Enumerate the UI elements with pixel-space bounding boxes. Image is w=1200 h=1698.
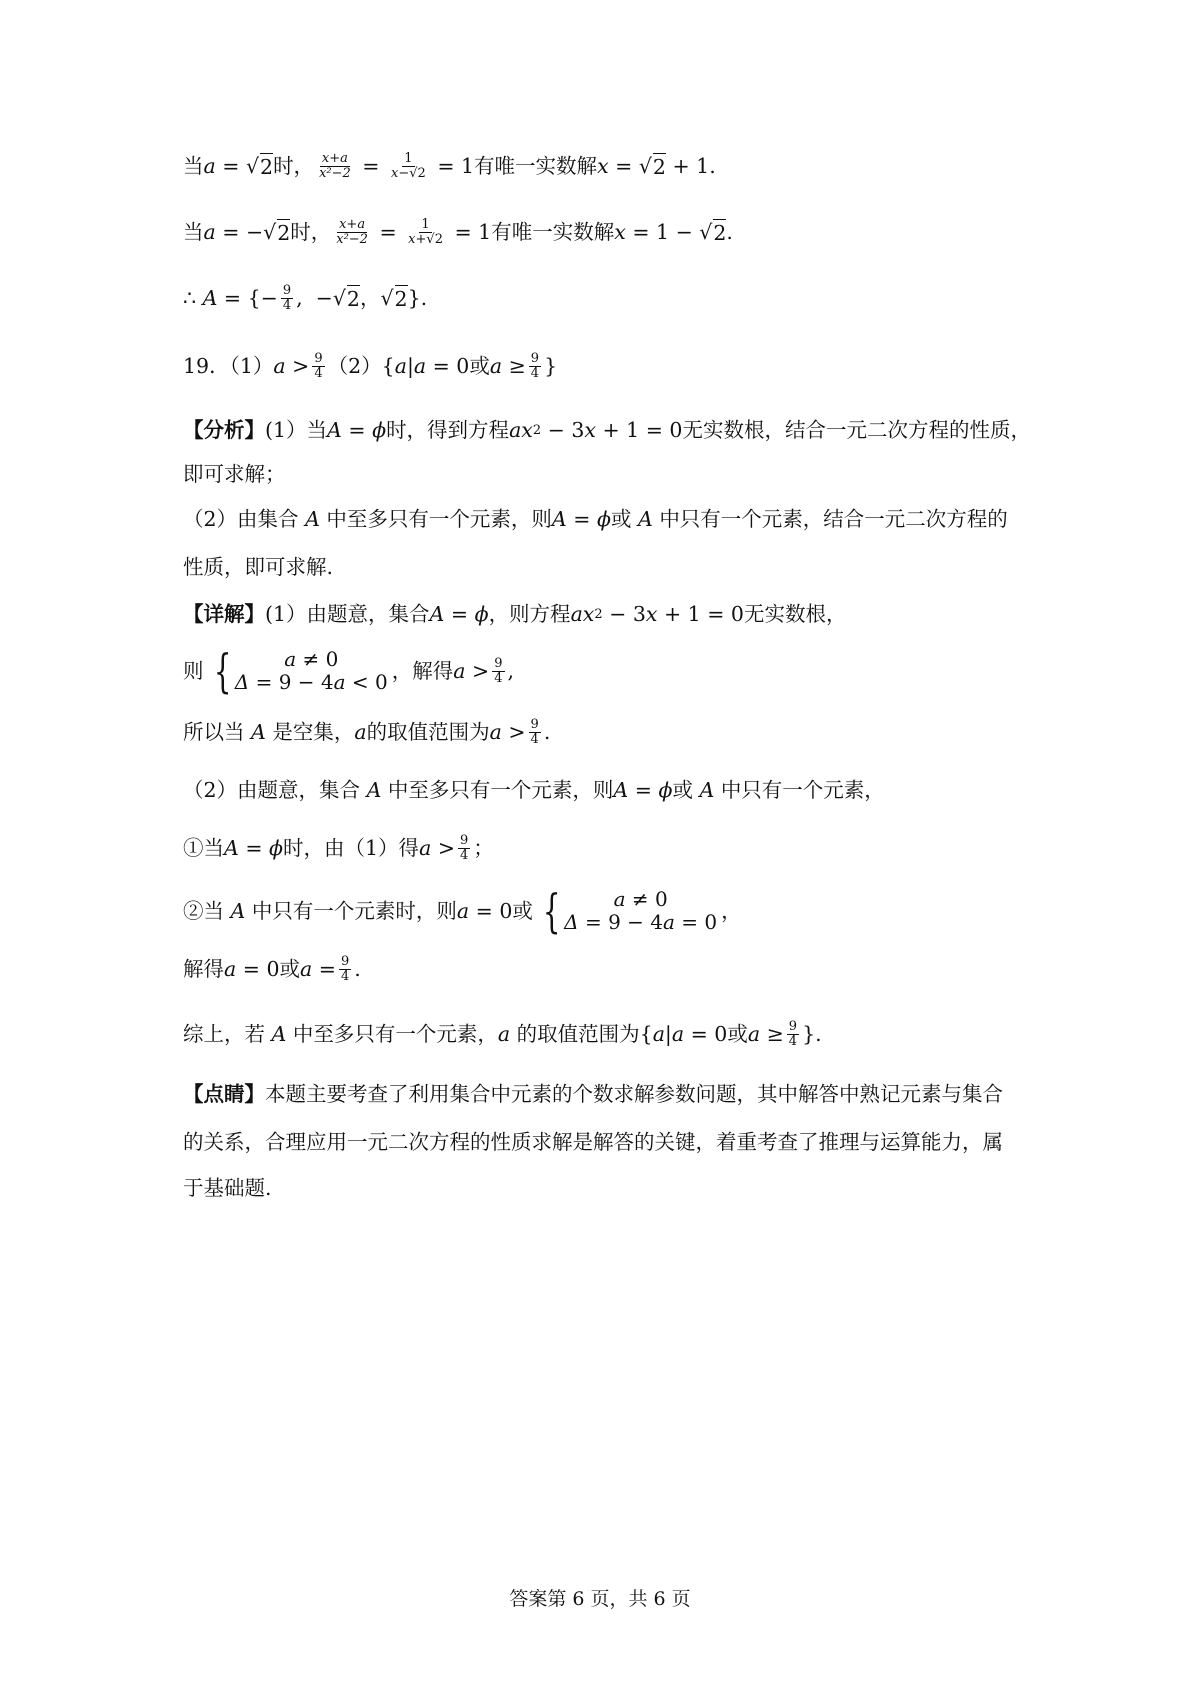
text: 中至多只有一个元素，则 (326, 507, 552, 531)
text: 的取值范围为 (516, 1021, 640, 1046)
comment-line-2 (183, 1130, 1023, 1155)
math: a (453, 658, 466, 683)
fraction: $\frac{9}{4}$ (460, 833, 469, 863)
math: a (203, 219, 216, 244)
fraction: $\frac{9}{4}$ (314, 351, 323, 381)
text: 时，由（1）得 (283, 835, 420, 860)
math: A (230, 898, 246, 923)
fraction: $\frac{9}{4}$ (340, 954, 350, 984)
detail-line-5: ①当 A = ϕ 时，由（1）得 a > $\frac{9}{4}$ ； (183, 833, 494, 863)
text: 时， (290, 219, 332, 244)
fraction: $\frac{1}{x+√2}$ (408, 217, 443, 247)
text: 是空集， (272, 719, 355, 744)
text: 有唯一实数解 (491, 219, 615, 244)
equation-system: { a ≠ 0 Δ = 9 − 4a < 0 (213, 644, 388, 698)
math: a (456, 898, 470, 923)
fraction: $\frac{9}{4}$ (530, 351, 540, 381)
math: A (271, 1021, 287, 1046)
math: a (203, 153, 216, 178)
text: 中只有一个元素时，则 (251, 898, 457, 923)
math: a (273, 353, 286, 378)
math: A (202, 285, 218, 310)
text: . (709, 153, 716, 178)
math: x (614, 219, 626, 244)
text: （2）由题意，集合 (183, 778, 361, 802)
fraction: $\frac{9}{4}$ (282, 283, 292, 313)
text: 即可求解； (183, 462, 286, 486)
text: ∴ (183, 285, 197, 310)
text: ，解得 (391, 658, 454, 683)
math: A (699, 778, 715, 802)
fraction: $\frac{9}{4}$ (530, 717, 539, 747)
text: 无实数根，结合一元二次方程的性质， (682, 418, 1031, 442)
text: ，则方程 (488, 602, 571, 626)
comment-line-3 (183, 1176, 1023, 1201)
analysis-tag: 【分析】 (183, 418, 265, 442)
math: a (489, 719, 502, 744)
text: (1）由题意，集合 (265, 602, 430, 626)
analysis-line-4 (183, 555, 1023, 580)
text: 或 (672, 778, 693, 802)
text: (1）当 (265, 418, 328, 442)
detail-line-8: 综上，若 A 中至多只有一个元素， a 的取值范围为 { a | a = 0或 a ≥ $\frac{9}{4}$ } . (183, 1019, 822, 1049)
text: 有唯一实数解 (474, 153, 598, 178)
page-footer: 答案第 6 页，共 6 页 (509, 1588, 691, 1610)
text: ②当 (183, 898, 224, 923)
text: ①当 (183, 835, 224, 860)
solution-line-3: ∴ A = {− $\frac{9}{4}$ , −√ 2 ，√ 2 }. (183, 283, 428, 313)
math: A (637, 507, 653, 531)
text: 无实数根， (743, 602, 847, 626)
text: 的取值范围为 (366, 719, 490, 744)
text: （2） (327, 353, 382, 378)
math: A (251, 719, 266, 744)
text: 本题主要考查了利用集合中元素的个数求解参数问题，其中解答中熟记元素与集合 (265, 1082, 1003, 1106)
math: a (419, 835, 432, 860)
solution-line-1: 当 a = √ 2 时， $\frac{x+a}{\text{x²−2}}$ = $\frac{1}{x-√2}$ = 1 有唯一实数解 x = √ 2 + 1 . (183, 151, 716, 181)
text: ， (721, 898, 742, 923)
text: 于基础题. (183, 1176, 272, 1200)
text: 中至多只有一个元素，则 (387, 778, 614, 802)
text: 或 (610, 507, 632, 531)
math: ax (509, 418, 533, 442)
detail-tag: 【详解】 (183, 602, 265, 626)
analysis-line-1: 【分析】 (1）当 A = ϕ 时，得到方程 ax 2 − 3 x + 1 = 0 无实数根，结合一元二次方程的性质， (183, 418, 1031, 442)
fraction: $\frac{1}{x-√2}$ (391, 151, 426, 181)
text: 时， (273, 153, 315, 178)
question-number: 19．（1） (183, 353, 274, 378)
text: . (354, 956, 361, 981)
fraction: $\frac{9}{4}$ (494, 655, 503, 686)
math: ax (570, 602, 595, 626)
text: ； (473, 835, 494, 860)
math: A (429, 602, 445, 626)
text: （2）由集合 (183, 507, 299, 531)
answer-19: 19．（1） a > $\frac{9}{4}$ （2） { a | a = 0或 a ≥ $\frac{9}{4}$ } (183, 351, 558, 381)
math: A (613, 778, 629, 802)
text: 综上，若 (183, 1021, 265, 1046)
math: A (366, 778, 382, 802)
text: 的关系，合理应用一元二次方程的性质求解是解答的关键，着重考查了推理与运算能力，属 (183, 1130, 1003, 1154)
math: x (597, 153, 609, 178)
text: 时，得到方程 (386, 418, 510, 442)
math: a (224, 956, 237, 981)
text: 中只有一个元素， (720, 778, 885, 802)
detail-line-7: 解得 a = 0 或 a = $\frac{9}{4}$ . (183, 954, 361, 984)
text: 当 (183, 153, 204, 178)
math: a (354, 719, 367, 744)
text: . (543, 719, 551, 744)
detail-line-3: 所以当 A 是空集， a 的取值范围为 a > $\frac{9}{4}$ . (183, 717, 551, 747)
equation-system: { a ≠ 0 Δ = 9 − 4a = 0 (542, 884, 718, 938)
text: . (726, 219, 733, 244)
math: a (497, 1021, 511, 1046)
text: 中只有一个元素，结合一元二次方程的 (659, 507, 1008, 531)
text: 则 (183, 658, 204, 683)
solution-line-2: 当 a = −√ 2 时， $\frac{x+a}{\text{x²−2}}$ = $\frac{1}{x+√2}$ = 1 有唯一实数解 x = 1 − √ 2 . (183, 217, 733, 247)
text: 或 (512, 898, 533, 923)
fraction: $\frac{9}{4}$ (788, 1019, 798, 1049)
detail-line-6: ②当 A 中只有一个元素时，则 a = 0 或 { a ≠ 0 Δ = 9 − 4a = 0 ， (183, 884, 742, 938)
detail-line-2: 则 { a ≠ 0 Δ = 9 − 4a < 0 ，解得 a > $\frac{9}{4}$ , (183, 644, 515, 698)
fraction: $\frac{x+a}{\text{x²−2}}$ (336, 217, 368, 247)
analysis-line-3: （2）由集合 A 中至多只有一个元素，则 A = ϕ 或 A 中只有一个元素，结合一元二次方程的 (183, 507, 1008, 531)
text: , (507, 658, 515, 683)
analysis-line-2 (183, 462, 1023, 487)
math: A (551, 507, 567, 531)
detail-line-4: （2）由题意，集合 A 中至多只有一个元素，则 A = ϕ 或 A 中只有一个元素， (183, 778, 885, 802)
fraction: $\frac{x+a}{\text{x²−2}}$ (319, 151, 351, 181)
math: A (305, 507, 320, 531)
detail-line-1: 【详解】 (1）由题意，集合 A = ϕ ，则方程 ax 2 − 3 x + 1 = 0 无实数根， (183, 602, 847, 626)
text: 所以当 (183, 719, 245, 744)
text: 解得 (183, 956, 224, 981)
math: A (327, 418, 342, 442)
math: a (300, 956, 313, 981)
math: A (224, 835, 239, 860)
text: 当 (183, 219, 204, 244)
text: 性质，即可求解. (183, 555, 334, 579)
text: 中至多只有一个元素， (292, 1021, 498, 1046)
text: . (815, 1021, 822, 1046)
comment-line-1 (183, 1082, 1023, 1107)
text: 或 (279, 956, 300, 981)
comment-tag: 【点睛】 (183, 1082, 265, 1106)
